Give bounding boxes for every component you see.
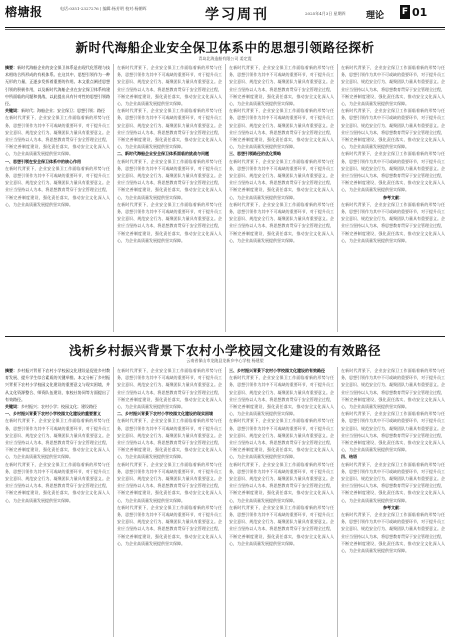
article1-body-text: 在新时代背景下，企业安全保卫工作面临着新的形势与任务，思想引领作为其中不可或缺的重要环节，对于提升员工安全意识、规范安全行为、凝聚团队力量具有重要意义。企业应当坚持以人为本，将思想教育贯穿于安全管理全过程，不断完善制度建设，强化责任落实，推动安全文化深入人心，为企业高质量发展提供坚实保障。 (229, 108, 334, 150)
article1-body-text: 在新时代背景下，企业安全保卫工作面临着新的形势与任务，思想引领作为其中不可或缺的重要环节，对于提升员工安全意识、规范安全行为、凝聚团队力量具有重要意义。企业应当坚持以人为本，将思想教育贯穿于安全管理全过程，不断完善制度建设，强化责任落实，推动安全文化深入人心，为企业高质量发展提供坚实保障。 (5, 165, 110, 207)
article2-body-text: 在新时代背景下，企业安全保卫工作面临着新的形势与任务，思想引领作为其中不可或缺的重要环节，对于提升员工安全意识、规范安全行为、凝聚团队力量具有重要意义。企业应当坚持以人为本，将思想教育贯穿于安全管理全过程，不断完善制度建设，强化责任落实，推动安全文化深入人心，为企业高质量发展提供坚实保障。 (5, 461, 110, 503)
article2-references-label: 参考文献： (383, 504, 403, 510)
column-divider (337, 367, 338, 637)
article2-section-2: 二、乡村振兴背景下农村小学校园文化建设的现实困境 (117, 411, 213, 417)
article1-keywords (5, 107, 110, 114)
abstract-text: 新时代海船企业的安全保卫体系是由现代化管理与技术相结合所形成的有机体系。在这其中，思想引领作为一种无形的力量，正逐步发挥着重要的作用。本文重点阐述思想引领的积极作用，以及新时代海船企业在安全保卫体系构建中所面临的问题和挑战，以此提出具有针对性的思想引领路径。 (5, 65, 110, 107)
article1-abstract (5, 64, 110, 107)
keywords-text: 新时代；海船企业；安全保卫；思想引领；路径 (21, 108, 105, 114)
column-divider (225, 64, 226, 332)
article2-section-1: 一、乡村振兴背景下农村小学校园文化建设的重要意义 (5, 411, 101, 417)
page-title: 学习周刊 (205, 7, 269, 23)
keywords-text: 乡村振兴；农村小学；校园文化；建设路径 (21, 404, 97, 410)
column-divider (225, 367, 226, 637)
article1-body-text: 在新时代背景下，企业安全保卫工作面临着新的形势与任务，思想引领作为其中不可或缺的重要环节，对于提升员工安全意识、规范安全行为、凝聚团队力量具有重要意义。企业应当坚持以人为本，将思想教育贯穿于安全管理全过程，不断完善制度建设，强化责任落实，推动安全文化深入人心，为企业高质量发展提供坚实保障。 (229, 65, 334, 107)
article1-body-text: 在新时代背景下，企业安全保卫工作面临着新的形势与任务，思想引领作为其中不可或缺的重要环节，对于提升员工安全意识、规范安全行为、凝聚团队力量具有重要意义。企业应当坚持以人为本，将思想教育贯穿于安全管理全过程，不断完善制度建设，强化责任落实，推动安全文化深入人心，为企业高质量发展提供坚实保障。 (341, 151, 445, 193)
article1-col-2 (117, 64, 222, 332)
article2-byline: 云南省保山市龙陵县龙新乡中心学校 杨建望 (186, 358, 264, 363)
article2-body-text: 在新时代背景下，企业安全保卫工作面临着新的形势与任务，思想引领作为其中不可或缺的重要环节，对于提升员工安全意识、规范安全行为、凝聚团队力量具有重要意义。企业应当坚持以人为本，将思想教育贯穿于安全管理全过程，不断完善制度建设，强化责任落实，推动安全文化深入人心，为企业高质量发展提供坚实保障。 (117, 461, 222, 503)
article1-body-text: 在新时代背景下，企业安全保卫工作面临着新的形势与任务，思想引领作为其中不可或缺的重要环节，对于提升员工安全意识、规范安全行为、凝聚团队力量具有重要意义。企业应当坚持以人为本，将思想教育贯穿于安全管理全过程，不断完善制度建设，强化责任落实，推动安全文化深入人心，为企业高质量发展提供坚实保障。 (229, 201, 334, 243)
article2-col-1 (5, 367, 110, 637)
article2-headline: 浅析乡村振兴背景下农村小学校园文化建设的有效路径 (68, 343, 381, 358)
article2-body-text: 在新时代背景下，企业安全保卫工作面临着新的形势与任务，思想引领作为其中不可或缺的重要环节，对于提升员工安全意识、规范安全行为、凝聚团队力量具有重要意义。企业应当坚持以人为本，将思想教育贯穿于安全管理全过程，不断完善制度建设，强化责任落实，推动安全文化深入人心，为企业高质量发展提供坚实保障。 (229, 375, 334, 417)
masthead (0, 0, 450, 34)
article1-body-text: 在新时代背景下，企业安全保卫工作面临着新的形势与任务，思想引领作为其中不可或缺的重要环节，对于提升员工安全意识、规范安全行为、凝聚团队力量具有重要意义。企业应当坚持以人为本，将思想教育贯穿于安全管理全过程，不断完善制度建设，强化责任落实，推动安全文化深入人心，为企业高质量发展提供坚实保障。 (117, 65, 222, 107)
article1-body-text: 在新时代背景下，企业安全保卫工作面临着新的形势与任务，思想引领作为其中不可或缺的重要环节，对于提升员工安全意识、规范安全行为、凝聚团队力量具有重要意义。企业应当坚持以人为本，将思想教育贯穿于安全管理全过程，不断完善制度建设，强化责任落实，推动安全文化深入人心，为企业高质量发展提供坚实保障。 (341, 65, 445, 107)
article1-byline: 青岛北海造船有限公司 姜定震 (198, 56, 252, 61)
section-name: 理论 (366, 11, 385, 21)
issue-date: 2025年4月3日 星期四 (305, 11, 346, 16)
article1-body-text: 在新时代背景下，企业安全保卫工作面临着新的形势与任务，思想引领作为其中不可或缺的重要环节，对于提升员工安全意识、规范安全行为、凝聚团队力量具有重要意义。企业应当坚持以人为本，将思想教育贯穿于安全管理全过程，不断完善制度建设，强化责任落实，推动安全文化深入人心，为企业高质量发展提供坚实保障。 (341, 201, 445, 243)
keywords-label: 关键词： (5, 404, 21, 410)
article1-col-1 (5, 64, 110, 332)
article2-body-text: 在新时代背景下，企业安全保卫工作面临着新的形势与任务，思想引领作为其中不可或缺的重要环节，对于提升员工安全意识、规范安全行为、凝聚团队力量具有重要意义。企业应当坚持以人为本，将思想教育贯穿于安全管理全过程，不断完善制度建设，强化责任落实，推动安全文化深入人心，为企业高质量发展提供坚实保障。 (229, 461, 334, 503)
article1-col-4 (341, 64, 445, 332)
article2-col-2 (117, 367, 222, 637)
article1-body-text: 在新时代背景下，企业安全保卫工作面临着新的形势与任务，思想引领作为其中不可或缺的重要环节，对于提升员工安全意识、规范安全行为、凝聚团队力量具有重要意义。企业应当坚持以人为本，将思想教育贯穿于安全管理全过程，不断完善制度建设，强化责任落实，推动安全文化深入人心，为企业高质量发展提供坚实保障。 (117, 158, 222, 200)
article1-section-2: 二、新时代海船企业安全保卫体系面临的挑战与问题 (117, 151, 209, 157)
article2-body-text: 在新时代背景下，企业安全保卫工作面临着新的形势与任务，思想引领作为其中不可或缺的重要环节，对于提升员工安全意识、规范安全行为、凝聚团队力量具有重要意义。企业应当坚持以人为本，将思想教育贯穿于安全管理全过程，不断完善制度建设，强化责任落实，推动安全文化深入人心，为企业高质量发展提供坚实保障。 (5, 418, 110, 460)
article1-body-text: 在新时代背景下，企业安全保卫工作面临着新的形势与任务，思想引领作为其中不可或缺的重要环节，对于提升员工安全意识、规范安全行为、凝聚团队力量具有重要意义。企业应当坚持以人为本，将思想教育贯穿于安全管理全过程，不断完善制度建设，强化责任落实，推动安全文化深入人心，为企业高质量发展提供坚实保障。 (229, 158, 334, 200)
article2-body-text: 在新时代背景下，企业安全保卫工作面临着新的形势与任务，思想引领作为其中不可或缺的重要环节，对于提升员工安全意识、规范安全行为、凝聚团队力量具有重要意义。企业应当坚持以人为本，将思想教育贯穿于安全管理全过程，不断完善制度建设，强化责任落实，推动安全文化深入人心，为企业高质量发展提供坚实保障。 (229, 418, 334, 460)
article1-headline: 新时代海船企业安全保卫体系中的思想引领路径探析 (75, 40, 375, 55)
article1-section-3: 三、思想引领路径的优化策略 (229, 151, 281, 157)
newspaper-logo: 榕塘报 (5, 5, 43, 19)
article1-references-label: 参考文献： (383, 194, 403, 200)
article2-body-text: 在新时代背景下，企业安全保卫工作面临着新的形势与任务，思想引领作为其中不可或缺的重要环节，对于提升员工安全意识、规范安全行为、凝聚团队力量具有重要意义。企业应当坚持以人为本，将思想教育贯穿于安全管理全过程，不断完善制度建设，强化责任落实，推动安全文化深入人心，为企业高质量发展提供坚实保障。 (341, 461, 445, 503)
abstract-text: 乡村振兴背景下农村小学校园文化建设是促进乡村教育发展、提升学生综合素质的关键举措。本文分析了乡村振兴背景下农村小学校园文化建设的重要意义与现实困境，并从文化资源整合、师资队伍建设、家校社协同等方面提出了有效路径。 (5, 368, 110, 402)
keywords-label: 关键词： (5, 108, 21, 114)
article2-body-text: 在新时代背景下，企业安全保卫工作面临着新的形势与任务，思想引领作为其中不可或缺的重要环节，对于提升员工安全意识、规范安全行为、凝聚团队力量具有重要意义。企业应当坚持以人为本，将思想教育贯穿于安全管理全过程，不断完善制度建设，强化责任落实，推动安全文化深入人心，为企业高质量发展提供坚实保障。 (117, 504, 222, 546)
article2-body-text: 在新时代背景下，企业安全保卫工作面临着新的形势与任务，思想引领作为其中不可或缺的重要环节，对于提升员工安全意识、规范安全行为、凝聚团队力量具有重要意义。企业应当坚持以人为本，将思想教育贯穿于安全管理全过程，不断完善制度建设，强化责任落实，推动安全文化深入人心，为企业高质量发展提供坚实保障。 (341, 512, 445, 554)
article1-body-text: 在新时代背景下，企业安全保卫工作面临着新的形势与任务，思想引领作为其中不可或缺的重要环节，对于提升员工安全意识、规范安全行为、凝聚团队力量具有重要意义。企业应当坚持以人为本，将思想教育贯穿于安全管理全过程，不断完善制度建设，强化责任落实，推动安全文化深入人心，为企业高质量发展提供坚实保障。 (341, 108, 445, 150)
section-badge: F (401, 7, 409, 17)
article2-body-text: 在新时代背景下，企业安全保卫工作面临着新的形势与任务，思想引领作为其中不可或缺的重要环节，对于提升员工安全意识、规范安全行为、凝聚团队力量具有重要意义。企业应当坚持以人为本，将思想教育贯穿于安全管理全过程，不断完善制度建设，强化责任落实，推动安全文化深入人心，为企业高质量发展提供坚实保障。 (341, 411, 445, 453)
article2-body-text: 在新时代背景下，企业安全保卫工作面临着新的形势与任务，思想引领作为其中不可或缺的重要环节，对于提升员工安全意识、规范安全行为、凝聚团队力量具有重要意义。企业应当坚持以人为本，将思想教育贯穿于安全管理全过程，不断完善制度建设，强化责任落实，推动安全文化深入人心，为企业高质量发展提供坚实保障。 (229, 504, 334, 546)
article1-section-1: 一、思想引领在安全保卫体系中的核心作用 (5, 158, 81, 164)
column-divider (337, 64, 338, 332)
page-number: 01 (412, 6, 428, 19)
article2-keywords (5, 403, 110, 410)
article2-col-4 (341, 367, 445, 637)
abstract-label: 摘要： (5, 368, 18, 373)
article2-section-4: 四、结语 (341, 454, 357, 460)
column-divider (113, 64, 114, 332)
article1-body-text: 在新时代背景下，企业安全保卫工作面临着新的形势与任务，思想引领作为其中不可或缺的重要环节，对于提升员工安全意识、规范安全行为、凝聚团队力量具有重要意义。企业应当坚持以人为本，将思想教育贯穿于安全管理全过程，不断完善制度建设，强化责任落实，推动安全文化深入人心，为企业高质量发展提供坚实保障。 (117, 108, 222, 150)
article1-body-text: 在新时代背景下，企业安全保卫工作面临着新的形势与任务，思想引领作为其中不可或缺的重要环节，对于提升员工安全意识、规范安全行为、凝聚团队力量具有重要意义。企业应当坚持以人为本，将思想教育贯穿于安全管理全过程，不断完善制度建设，强化责任落实，推动安全文化深入人心，为企业高质量发展提供坚实保障。 (117, 201, 222, 243)
article1-body-text: 在新时代背景下，企业安全保卫工作面临着新的形势与任务，思想引领作为其中不可或缺的重要环节，对于提升员工安全意识、规范安全行为、凝聚团队力量具有重要意义。企业应当坚持以人为本，将思想教育贯穿于安全管理全过程，不断完善制度建设，强化责任落实，推动安全文化深入人心，为企业高质量发展提供坚实保障。 (5, 115, 110, 157)
article2-abstract (5, 367, 110, 403)
abstract-label: 摘要： (5, 65, 18, 70)
article2-body-text: 在新时代背景下，企业安全保卫工作面临着新的形势与任务，思想引领作为其中不可或缺的重要环节，对于提升员工安全意识、规范安全行为、凝聚团队力量具有重要意义。企业应当坚持以人为本，将思想教育贯穿于安全管理全过程，不断完善制度建设，强化责任落实，推动安全文化深入人心，为企业高质量发展提供坚实保障。 (117, 368, 222, 410)
column-divider (113, 367, 114, 637)
article2-col-3 (229, 367, 334, 637)
article2-body-text: 在新时代背景下，企业安全保卫工作面临着新的形势与任务，思想引领作为其中不可或缺的重要环节，对于提升员工安全意识、规范安全行为、凝聚团队力量具有重要意义。企业应当坚持以人为本，将思想教育贯穿于安全管理全过程，不断完善制度建设，强化责任落实，推动安全文化深入人心，为企业高质量发展提供坚实保障。 (341, 368, 445, 410)
masthead-rule (5, 27, 445, 28)
article-divider (5, 336, 445, 337)
article2-body-text: 在新时代背景下，企业安全保卫工作面临着新的形势与任务，思想引领作为其中不可或缺的重要环节，对于提升员工安全意识、规范安全行为、凝聚团队力量具有重要意义。企业应当坚持以人为本，将思想教育贯穿于安全管理全过程，不断完善制度建设，强化责任落实，推动安全文化深入人心，为企业高质量发展提供坚实保障。 (117, 418, 222, 460)
masthead-rule-thin (5, 29, 445, 30)
article1-col-3 (229, 64, 334, 332)
contact-info: 电话:0351-2327276 | 编辑:杨芳明 校对:杨朝晖 (60, 6, 147, 11)
article2-section-3: 三、乡村振兴背景下农村小学校园文化建设的有效路径 (229, 368, 325, 373)
